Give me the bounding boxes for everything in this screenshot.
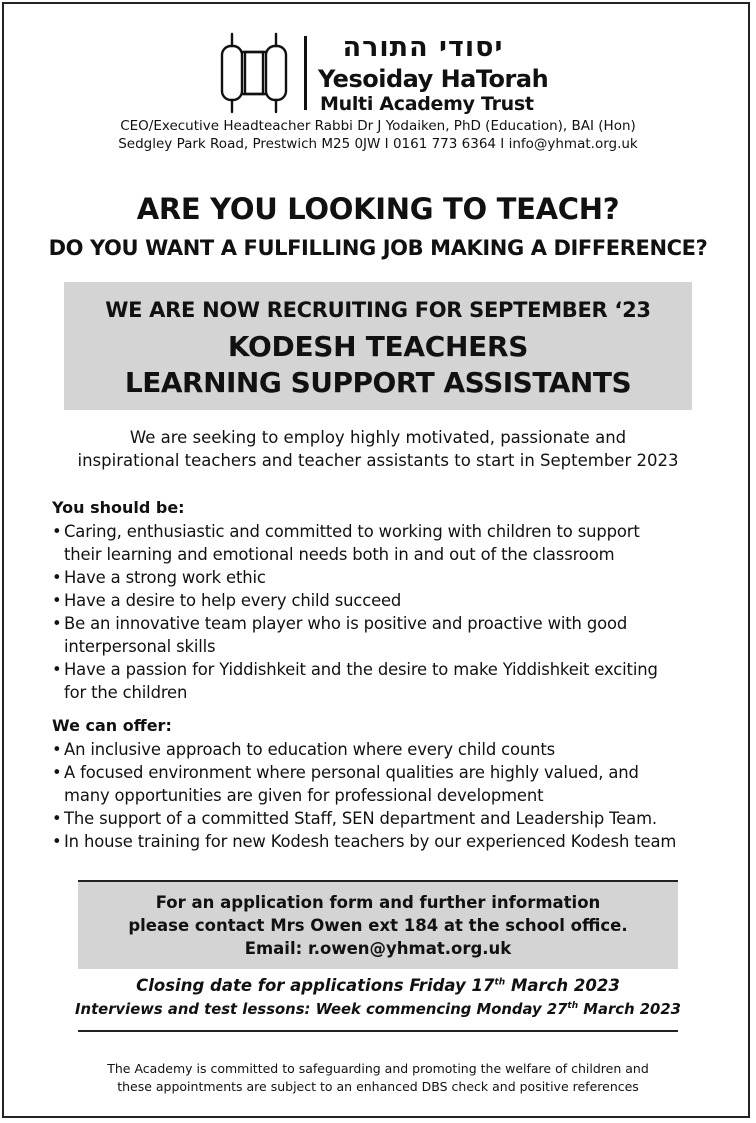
bullet-icon: • [52, 568, 62, 587]
application-info-line: For an application form and further information [155, 893, 601, 912]
headline-main: ARE YOU LOOKING TO TEACH? [136, 192, 620, 226]
safeguarding-statement-line-2: these appointments are subject to an enhanced DBS check and positive references [117, 1079, 639, 1094]
list-item-text: Have a desire to help every child succeed [64, 591, 402, 610]
benefits-list [52, 738, 712, 853]
interview-date: Interviews and test lessons: Week commencing Monday 27th March 2023 [75, 1001, 681, 1018]
section-title: You should be: [52, 498, 185, 517]
list-item [52, 761, 712, 807]
closing-date: Closing date for applications Friday 17th March 2023 [136, 976, 620, 995]
list-item-text: Be an innovative team player who is positive and proactive with good [64, 614, 628, 633]
list-item-text: their learning and emotional needs both in and out of the classroom [64, 545, 615, 564]
logo-org-subtitle: Multi Academy Trust [320, 93, 534, 115]
list-item-text: A focused environment where personal qualities are highly valued, and [64, 763, 639, 782]
application-contact-line: please contact Mrs Owen ext 184 at the school office. [128, 916, 628, 935]
recruitment-banner [64, 282, 692, 410]
headline-sub: DO YOU WANT A FULFILLING JOB MAKING A DIFFERENCE? [48, 236, 708, 260]
list-item-text: Caring, enthusiastic and committed to working with children to support [64, 522, 640, 541]
we-can-offer-section [52, 716, 712, 853]
bullet-icon: • [52, 614, 62, 633]
divider [78, 1030, 678, 1032]
list-item-text: Have a passion for Yiddishkeit and the desire to make Yiddishkeit exciting [64, 660, 658, 679]
application-email: Email: r.owen@yhmat.org.uk [244, 939, 512, 958]
intro-text-line-2: inspirational teachers and teacher assistants to start in September 2023 [77, 451, 679, 470]
role-kodesh-teachers: KODESH TEACHERS [227, 330, 529, 363]
bullet-icon: • [52, 809, 62, 828]
application-info-box [78, 882, 678, 969]
list-item [52, 520, 712, 566]
bullet-icon: • [52, 763, 62, 782]
bullet-icon: • [52, 591, 62, 610]
bullet-icon: • [52, 740, 62, 759]
list-item [52, 807, 712, 830]
list-item [52, 589, 712, 612]
list-item-text: for the children [64, 683, 188, 702]
contact-headteacher: CEO/Executive Headteacher Rabbi Dr J Yodaiken, PhD (Education), BAI (Hon) [120, 118, 636, 134]
bullet-icon: • [52, 660, 62, 679]
list-item-text: An inclusive approach to education where every child counts [64, 740, 556, 759]
recruitment-date: WE ARE NOW RECRUITING FOR SEPTEMBER ‘23 [105, 298, 651, 322]
list-item-text: Have a strong work ethic [64, 568, 266, 587]
list-item-text: The support of a committed Staff, SEN department and Leadership Team. [64, 809, 657, 828]
list-item [52, 830, 712, 853]
list-item-text: interpersonal skills [64, 637, 216, 656]
logo-org-name: Yesoiday HaTorah [318, 65, 549, 93]
contact-address: Sedgley Park Road, Prestwich M25 0JW I 0161 773 6364 I info@yhmat.org.uk [118, 136, 638, 152]
list-item [52, 566, 712, 589]
requirements-list [52, 520, 712, 704]
intro-text-line-1: We are seeking to employ highly motivated, passionate and [129, 428, 627, 447]
section-title: We can offer: [52, 716, 172, 735]
bullet-icon: • [52, 522, 62, 541]
you-should-be-section [52, 498, 712, 704]
list-item-text: In house training for new Kodesh teachers by our experienced Kodesh team [64, 832, 677, 851]
safeguarding-statement-line-1: The Academy is committed to safeguarding and promoting the welfare of children and [107, 1061, 649, 1076]
logo-divider [304, 36, 307, 110]
list-item [52, 658, 712, 704]
list-item [52, 738, 712, 761]
role-learning-support: LEARNING SUPPORT ASSISTANTS [124, 366, 632, 399]
logo-hebrew-name: יסודי התורה [342, 32, 504, 63]
torah-scroll-icon [218, 32, 298, 114]
list-item [52, 612, 712, 658]
list-item-text: many opportunities are given for professional development [64, 786, 544, 805]
bullet-icon: • [52, 832, 62, 851]
